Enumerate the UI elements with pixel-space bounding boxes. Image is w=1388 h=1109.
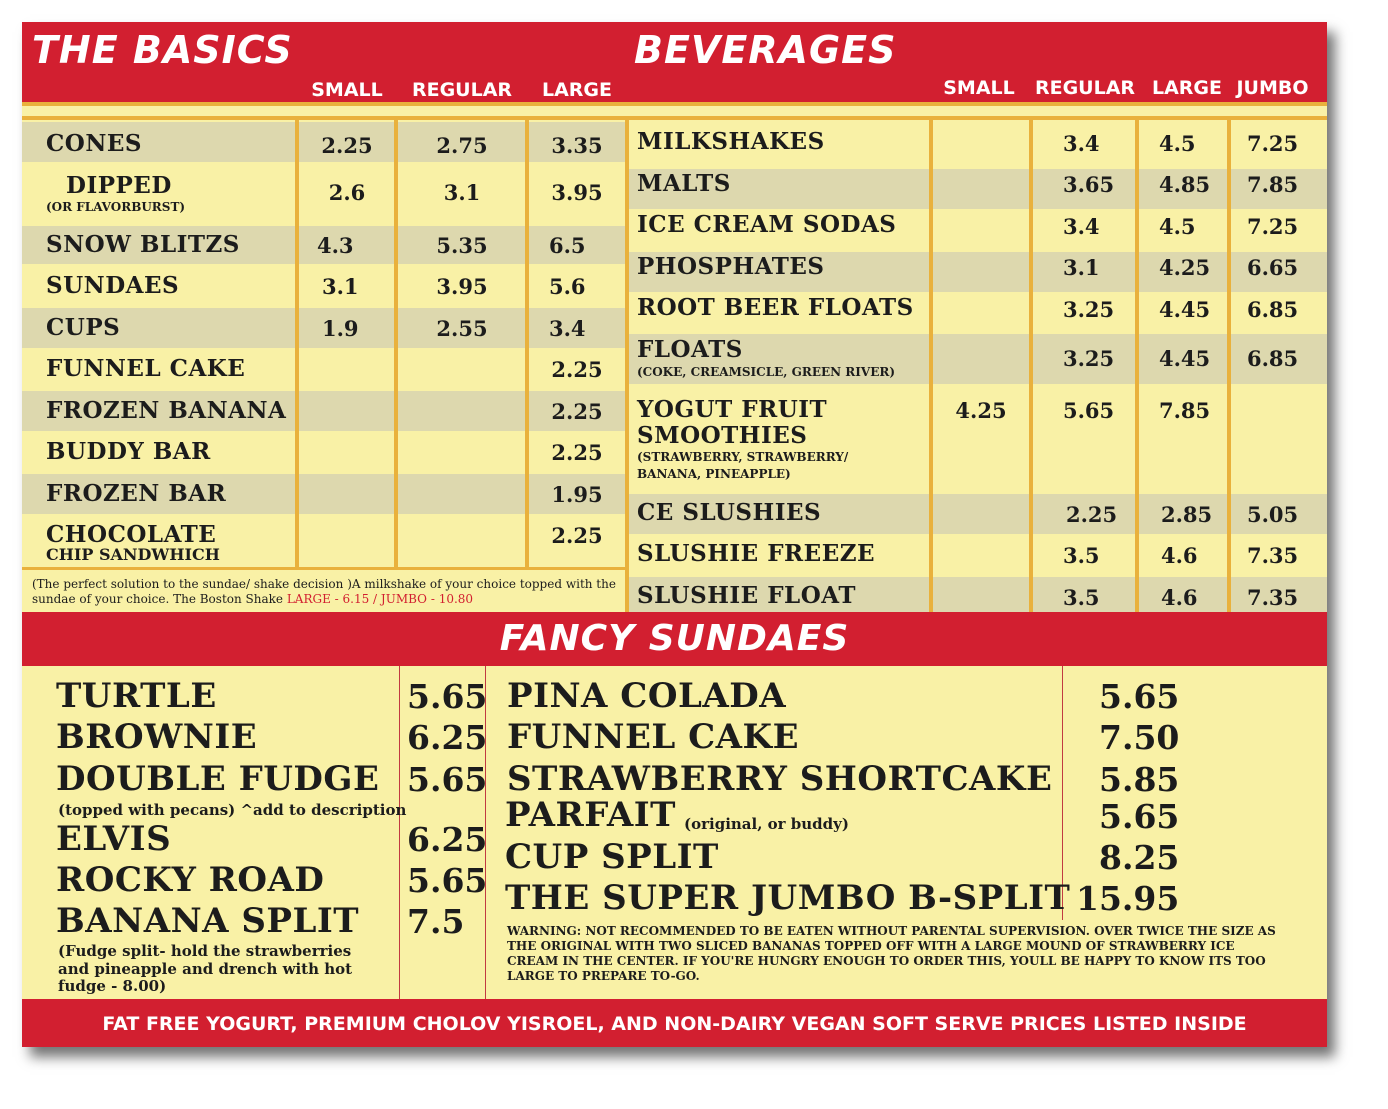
bev-item-note: (STRAWBERRY, STRAWBERRY/	[637, 450, 849, 464]
fancy-item-name: TURTLE	[56, 676, 217, 716]
bev-item-name: YOGUT FRUIT	[637, 396, 828, 423]
bev-price: 4.6	[1161, 585, 1198, 610]
bev-price: 3.25	[1063, 346, 1115, 371]
bev-price: 7.35	[1247, 543, 1299, 568]
bev-item-note: (COKE, CREAMSICLE, GREEN RIVER)	[637, 365, 895, 379]
bev-item-name: ROOT BEER FLOATS	[637, 294, 914, 321]
basics-item-name: FROZEN BAR	[46, 480, 227, 507]
basics-price: 6.5	[549, 233, 586, 258]
bev-price: 4.25	[955, 398, 1007, 423]
bev-price: 7.85	[1247, 172, 1299, 197]
basics-price: 5.35	[436, 233, 488, 258]
fancy-item-name: FUNNEL CAKE	[507, 717, 800, 757]
basics-bottom-rule	[22, 567, 627, 570]
basics-price: 4.3	[317, 233, 354, 258]
top-gold-rule	[22, 116, 1327, 120]
basics-title: THE BASICS	[32, 28, 293, 72]
fancy-item-note: (original, or buddy)	[684, 815, 849, 833]
basics-price: 2.6	[328, 180, 366, 205]
menu-board	[22, 22, 1327, 1047]
bev-item-name: MALTS	[637, 170, 731, 197]
fancy-price: 5.65	[1099, 797, 1180, 836]
fancy-price: 7.5	[407, 902, 465, 941]
fancy-divider	[399, 666, 400, 999]
bev-price: 4.45	[1159, 346, 1211, 371]
bev-price: 6.85	[1247, 346, 1299, 371]
fancy-price: 5.65	[1099, 677, 1180, 716]
basics-price: 2.25	[551, 440, 603, 465]
bev-price: 7.35	[1247, 585, 1299, 610]
bev-price: 7.25	[1247, 214, 1299, 239]
fancy-price: 5.65	[407, 760, 488, 799]
fancy-item-name: ELVIS	[56, 819, 172, 859]
basics-price: 3.95	[436, 274, 488, 299]
fancy-price: 8.25	[1099, 838, 1180, 877]
basics-price: 3.4	[549, 316, 586, 341]
basics-price: 2.25	[551, 523, 603, 548]
fancy-item-name: PINA COLADA	[507, 676, 787, 716]
bev-price: 6.85	[1247, 297, 1299, 322]
fancy-item-name: ROCKY ROAD	[56, 860, 325, 900]
bev-price: 4.6	[1161, 543, 1198, 568]
basics-col-regular: REGULAR	[411, 79, 513, 101]
basics-price: 2.75	[436, 133, 488, 158]
basics-price: 3.1	[322, 274, 359, 299]
fancy-item-note: and pineapple and drench with hot	[58, 960, 353, 978]
bev-price: 2.25	[1066, 502, 1118, 527]
basics-item-note: CHIP SANDWHICH	[46, 545, 220, 564]
fancy-item-note: fudge - 8.00)	[58, 977, 167, 995]
basics-price: 1.9	[322, 316, 359, 341]
bev-item-name: PHOSPHATES	[637, 253, 825, 280]
bev-price: 7.85	[1159, 398, 1211, 423]
basics-item-name: CHOCOLATE	[46, 521, 217, 548]
basics-price: 2.25	[551, 399, 603, 424]
fancy-price: 5.65	[407, 861, 488, 900]
basics-item-name: SUNDAES	[46, 272, 180, 299]
bev-divider	[929, 116, 933, 612]
fancy-price: 5.65	[407, 677, 488, 716]
bev-col-jumbo: JUMBO	[1236, 77, 1309, 99]
bev-item-name: ICE CREAM SODAS	[637, 211, 897, 238]
bev-price: 5.65	[1063, 398, 1115, 423]
basics-col-large: LARGE	[541, 79, 613, 101]
basics-price: 3.1	[443, 180, 481, 205]
boston-shake-note	[32, 577, 622, 607]
bev-price: 3.1	[1063, 255, 1100, 280]
bev-item-name: SLUSHIE FLOAT	[637, 582, 856, 609]
fancy-item-name: CUP SPLIT	[505, 837, 719, 877]
fancy-price: 15.95	[1076, 879, 1180, 918]
boston-shake-text: (The perfect solution to the sundae/ shake decision )A milkshake of your choice topped with the sundae of your choice. The Boston Shake	[32, 577, 616, 606]
basics-item-name: CUPS	[46, 314, 121, 341]
bev-price: 5.05	[1247, 502, 1299, 527]
bev-price: 4.85	[1159, 172, 1211, 197]
basics-price: 2.25	[321, 133, 373, 158]
basics-item-note: (OR FLAVORBURST)	[46, 200, 186, 214]
footer-text: FAT FREE YOGURT, PREMIUM CHOLOV YISROEL, AND NON-DAIRY VEGAN SOFT SERVE PRICES LISTED INSIDE	[102, 1013, 1247, 1035]
fancy-item-name: PARFAIT	[505, 795, 676, 835]
basics-item-name: SNOW BLITZS	[46, 231, 240, 258]
fancy-price: 7.50	[1099, 718, 1180, 757]
header-gold-rule	[22, 102, 1327, 106]
basics-price: 2.55	[436, 316, 488, 341]
bev-price: 3.4	[1063, 214, 1100, 239]
bev-price: 4.5	[1159, 214, 1196, 239]
basics-col-small: SMALL	[311, 79, 383, 101]
basics-price: 3.35	[551, 133, 603, 158]
bev-price: 3.65	[1063, 172, 1115, 197]
bev-price: 3.5	[1063, 585, 1100, 610]
fancy-price: 6.25	[407, 820, 488, 859]
bev-price: 3.4	[1063, 131, 1100, 156]
bev-price: 4.5	[1159, 131, 1196, 156]
bev-price: 4.25	[1159, 255, 1211, 280]
boston-shake-price: LARGE - 6.15 / JUMBO - 10.80	[286, 592, 474, 606]
fancy-item-name: DOUBLE FUDGE	[56, 759, 380, 799]
bev-item-name: SLUSHIE FREEZE	[637, 540, 876, 567]
basics-item-name: CONES	[46, 130, 143, 157]
basics-price: 5.6	[549, 274, 586, 299]
basics-item-name: FUNNEL CAKE	[46, 355, 246, 382]
bev-item-note: BANANA, PINEAPPLE)	[637, 467, 791, 481]
fancy-item-name: BANANA SPLIT	[56, 901, 360, 941]
basics-item-name: BUDDY BAR	[46, 438, 211, 465]
beverages-title: BEVERAGES	[634, 28, 897, 72]
bev-item-name-line2: SMOOTHIES	[637, 422, 808, 449]
fancy-price: 6.25	[407, 718, 488, 757]
bev-price: 7.25	[1247, 131, 1299, 156]
bev-item-name: MILKSHAKES	[637, 128, 825, 155]
bev-col-large: LARGE	[1151, 77, 1223, 99]
fancy-price: 5.85	[1099, 760, 1180, 799]
bev-col-regular: REGULAR	[1034, 77, 1136, 99]
bev-price: 3.5	[1063, 543, 1100, 568]
fancy-item-name: BROWNIE	[56, 717, 258, 757]
basics-item-name: DIPPED	[66, 172, 172, 199]
fancy-item-note: (Fudge split- hold the strawberries	[58, 942, 352, 960]
bev-price: 6.65	[1247, 255, 1299, 280]
bev-item-name: CE SLUSHIES	[637, 499, 822, 526]
basics-price: 3.95	[551, 180, 603, 205]
basics-item-name: FROZEN BANANA	[46, 397, 287, 424]
bev-price: 3.25	[1063, 297, 1115, 322]
basics-price: 2.25	[551, 357, 603, 382]
bev-price: 2.85	[1161, 502, 1213, 527]
fancy-item-note: (topped with pecans) ^add to description	[58, 801, 407, 819]
fancy-item-name: STRAWBERRY SHORTCAKE	[507, 759, 1053, 799]
basics-price: 1.95	[551, 482, 603, 507]
fancy-item-name: THE SUPER JUMBO B-SPLIT	[505, 878, 1071, 918]
bev-item-name: FLOATS	[637, 336, 743, 363]
super-jumbo-warning: WARNING: NOT RECOMMENDED TO BE EATEN WITHOUT PARENTAL SUPERVISION. OVER TWICE THE SIZE AS THE ORIGINAL WITH TWO SLICED BANANAS TOPPED OFF WITH A LARGE MOUND OF STRAWBERRY ICE CREAM IN THE CENTER. IF YOU'RE HUNGRY ENOUGH TO ORDER THIS, YOULL BE HAPPY TO KNOW ITS TOO LARGE TO PREPARE TO-GO.	[507, 924, 1276, 983]
bev-price: 4.45	[1159, 297, 1211, 322]
bev-col-small: SMALL	[943, 77, 1015, 99]
fancy-title: FANCY SUNDAES	[499, 618, 850, 659]
